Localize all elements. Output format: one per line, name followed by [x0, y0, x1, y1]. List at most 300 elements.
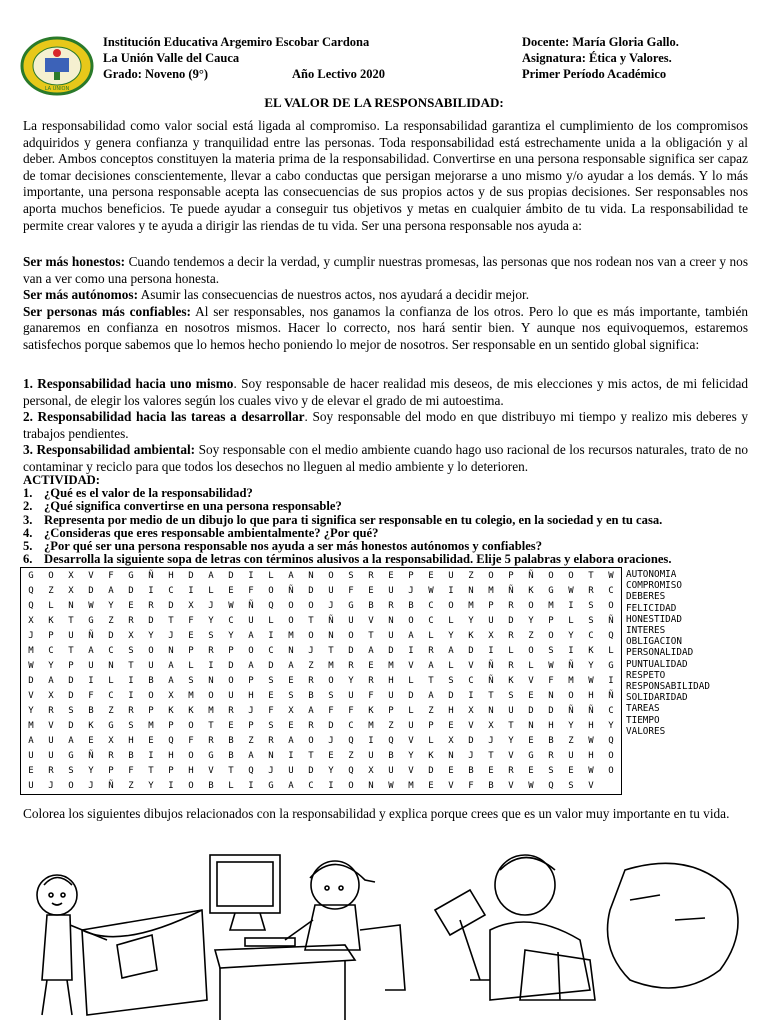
word-search-cell[interactable]: Q: [348, 766, 354, 777]
word-search-cell[interactable]: O: [448, 600, 454, 611]
word-search-cell[interactable]: B: [468, 766, 474, 777]
word-search-cell[interactable]: C: [468, 675, 474, 686]
word-search-cell[interactable]: V: [28, 691, 34, 702]
word-search-cell[interactable]: X: [68, 570, 74, 581]
word-search-cell[interactable]: P: [548, 615, 554, 626]
word-search-cell[interactable]: S: [128, 721, 134, 732]
word-search-cell[interactable]: R: [128, 706, 134, 717]
word-search-cell[interactable]: N: [488, 706, 494, 717]
word-search-cell[interactable]: R: [108, 751, 114, 762]
word-search-cell[interactable]: B: [368, 600, 374, 611]
word-search-cell[interactable]: A: [408, 630, 414, 641]
word-search-cell[interactable]: L: [568, 615, 574, 626]
word-search-cell[interactable]: U: [388, 766, 394, 777]
word-search-cell[interactable]: P: [428, 721, 434, 732]
word-search-cell[interactable]: D: [68, 675, 74, 686]
word-search-cell[interactable]: E: [328, 751, 334, 762]
word-search-cell[interactable]: I: [288, 751, 294, 762]
word-search-cell[interactable]: U: [48, 751, 54, 762]
word-search-cell[interactable]: Y: [448, 630, 454, 641]
word-search-cell[interactable]: J: [308, 645, 314, 656]
word-search-cell[interactable]: E: [568, 766, 574, 777]
word-search-cell[interactable]: I: [248, 570, 254, 581]
word-search-cell[interactable]: V: [408, 736, 414, 747]
word-search-cell[interactable]: I: [408, 645, 414, 656]
word-search-cell[interactable]: I: [268, 630, 274, 641]
word-search-cell[interactable]: V: [368, 615, 374, 626]
word-search-cell[interactable]: P: [228, 645, 234, 656]
word-search-cell[interactable]: Ñ: [488, 660, 494, 671]
word-search-cell[interactable]: H: [188, 766, 194, 777]
word-search-cell[interactable]: P: [248, 675, 254, 686]
word-search-cell[interactable]: Y: [148, 630, 154, 641]
word-search-cell[interactable]: O: [348, 630, 354, 641]
word-search-cell[interactable]: V: [408, 766, 414, 777]
word-search-cell[interactable]: S: [268, 675, 274, 686]
word-search-cell[interactable]: O: [328, 570, 334, 581]
word-search-cell[interactable]: C: [108, 691, 114, 702]
word-search-cell[interactable]: B: [388, 751, 394, 762]
word-search-cell[interactable]: E: [128, 600, 134, 611]
word-search-cell[interactable]: S: [588, 600, 594, 611]
word-search-cell[interactable]: U: [388, 630, 394, 641]
word-search-cell[interactable]: D: [148, 615, 154, 626]
word-search-cell[interactable]: O: [548, 630, 554, 641]
word-search-cell[interactable]: N: [268, 751, 274, 762]
word-search-cell[interactable]: O: [188, 781, 194, 792]
word-search-cell[interactable]: A: [288, 736, 294, 747]
word-search-cell[interactable]: F: [468, 781, 474, 792]
word-search-cell[interactable]: J: [468, 751, 474, 762]
word-search-cell[interactable]: X: [468, 706, 474, 717]
word-search-cell[interactable]: S: [288, 691, 294, 702]
word-search-cell[interactable]: W: [588, 736, 594, 747]
word-search-cell[interactable]: D: [308, 766, 314, 777]
word-search-cell[interactable]: N: [288, 645, 294, 656]
word-search-cell[interactable]: E: [88, 736, 94, 747]
word-search-cell[interactable]: S: [208, 630, 214, 641]
word-search-cell[interactable]: I: [128, 691, 134, 702]
word-search-cell[interactable]: L: [408, 675, 414, 686]
word-search-cell[interactable]: X: [188, 600, 194, 611]
word-search-cell[interactable]: Z: [568, 736, 574, 747]
word-search-cell[interactable]: T: [508, 721, 514, 732]
word-search-cell[interactable]: Z: [128, 781, 134, 792]
word-search-cell[interactable]: T: [308, 751, 314, 762]
word-search-cell[interactable]: R: [368, 570, 374, 581]
word-search-cell[interactable]: A: [248, 660, 254, 671]
word-search-cell[interactable]: Z: [108, 706, 114, 717]
word-search-cell[interactable]: B: [228, 736, 234, 747]
word-search-cell[interactable]: U: [348, 615, 354, 626]
word-search-cell[interactable]: O: [148, 691, 154, 702]
word-search-cell[interactable]: V: [208, 766, 214, 777]
word-search-cell[interactable]: E: [428, 570, 434, 581]
word-search-cell[interactable]: P: [408, 570, 414, 581]
word-search-cell[interactable]: S: [508, 691, 514, 702]
word-search-cell[interactable]: G: [548, 585, 554, 596]
word-search-cell[interactable]: U: [28, 751, 34, 762]
word-search-cell[interactable]: F: [348, 585, 354, 596]
word-search-cell[interactable]: J: [88, 781, 94, 792]
word-search-cell[interactable]: Y: [528, 615, 534, 626]
word-search-cell[interactable]: J: [328, 600, 334, 611]
word-search-cell[interactable]: Ñ: [568, 706, 574, 717]
word-search-cell[interactable]: Y: [588, 660, 594, 671]
word-search-cell[interactable]: U: [348, 691, 354, 702]
word-search-cell[interactable]: J: [488, 736, 494, 747]
word-search-cell[interactable]: L: [408, 706, 414, 717]
word-search-cell[interactable]: L: [108, 675, 114, 686]
word-search-cell[interactable]: P: [188, 645, 194, 656]
word-search-cell[interactable]: Y: [88, 766, 94, 777]
word-search-cell[interactable]: S: [188, 675, 194, 686]
word-search-cell[interactable]: Z: [248, 736, 254, 747]
word-search-cell[interactable]: O: [408, 615, 414, 626]
word-search-cell[interactable]: O: [308, 736, 314, 747]
word-search-cell[interactable]: E: [288, 721, 294, 732]
word-search-cell[interactable]: C: [608, 706, 614, 717]
word-search-cell[interactable]: W: [28, 660, 34, 671]
word-search-cell[interactable]: Ñ: [88, 630, 94, 641]
word-search-cell[interactable]: P: [508, 570, 514, 581]
word-search-cell[interactable]: U: [248, 615, 254, 626]
word-search-cell[interactable]: G: [88, 615, 94, 626]
word-search-cell[interactable]: T: [328, 645, 334, 656]
word-search-cell[interactable]: L: [508, 645, 514, 656]
word-search-cell[interactable]: N: [168, 645, 174, 656]
word-search-cell[interactable]: I: [328, 781, 334, 792]
word-search-cell[interactable]: G: [28, 570, 34, 581]
word-search-cell[interactable]: M: [148, 721, 154, 732]
word-search-cell[interactable]: D: [128, 585, 134, 596]
word-search-cell[interactable]: D: [448, 691, 454, 702]
word-search-cell[interactable]: U: [568, 751, 574, 762]
word-search-cell[interactable]: I: [168, 781, 174, 792]
word-search-cell[interactable]: E: [488, 766, 494, 777]
word-search-cell[interactable]: T: [128, 660, 134, 671]
word-search-cell[interactable]: I: [148, 751, 154, 762]
word-search-cell[interactable]: Ñ: [608, 691, 614, 702]
word-search-cell[interactable]: S: [448, 675, 454, 686]
word-search-cell[interactable]: M: [408, 781, 414, 792]
word-search-cell[interactable]: X: [68, 585, 74, 596]
word-search-cell[interactable]: F: [188, 736, 194, 747]
word-search-cell[interactable]: U: [28, 781, 34, 792]
word-search-cell[interactable]: K: [588, 645, 594, 656]
word-search-cell[interactable]: X: [48, 691, 54, 702]
word-search-cell[interactable]: U: [488, 615, 494, 626]
word-search-cell[interactable]: W: [228, 600, 234, 611]
word-search-cell[interactable]: T: [368, 630, 374, 641]
word-search-cell[interactable]: Ñ: [568, 660, 574, 671]
word-search-cell[interactable]: K: [428, 751, 434, 762]
word-search-cell[interactable]: D: [68, 721, 74, 732]
word-search-cell[interactable]: A: [68, 736, 74, 747]
word-search-cell[interactable]: P: [48, 630, 54, 641]
word-search-cell[interactable]: Y: [328, 766, 334, 777]
word-search-cell[interactable]: H: [448, 706, 454, 717]
word-search-cell[interactable]: O: [528, 645, 534, 656]
word-search-cell[interactable]: K: [188, 706, 194, 717]
word-search-cell[interactable]: R: [348, 660, 354, 671]
word-search-cell[interactable]: M: [288, 630, 294, 641]
word-search-cell[interactable]: E: [228, 585, 234, 596]
word-search-cell[interactable]: A: [28, 736, 34, 747]
word-search-cell[interactable]: O: [208, 691, 214, 702]
word-search-cell[interactable]: I: [468, 691, 474, 702]
word-search-cell[interactable]: N: [548, 691, 554, 702]
word-search-cell[interactable]: A: [288, 570, 294, 581]
word-search-cell[interactable]: P: [168, 721, 174, 732]
word-search-cell[interactable]: W: [528, 781, 534, 792]
word-search-cell[interactable]: R: [308, 675, 314, 686]
word-search-cell[interactable]: I: [208, 660, 214, 671]
word-search-cell[interactable]: E: [228, 721, 234, 732]
word-search-cell[interactable]: C: [108, 645, 114, 656]
word-search-cell[interactable]: O: [488, 570, 494, 581]
word-search-cell[interactable]: A: [248, 751, 254, 762]
word-search-cell[interactable]: R: [508, 600, 514, 611]
word-search-cell[interactable]: Y: [568, 721, 574, 732]
word-search-cell[interactable]: M: [188, 691, 194, 702]
word-search-cell[interactable]: E: [448, 721, 454, 732]
word-search-cell[interactable]: G: [528, 751, 534, 762]
word-search-cell[interactable]: I: [568, 600, 574, 611]
word-search-cell[interactable]: P: [148, 706, 154, 717]
word-search-cell[interactable]: M: [568, 675, 574, 686]
word-search-cell[interactable]: Ñ: [608, 615, 614, 626]
word-search-cell[interactable]: Z: [308, 660, 314, 671]
word-search-cell[interactable]: D: [308, 585, 314, 596]
word-search-cell[interactable]: L: [428, 630, 434, 641]
word-search-cell[interactable]: T: [588, 570, 594, 581]
word-search-cell[interactable]: C: [48, 645, 54, 656]
word-search-cell[interactable]: G: [608, 660, 614, 671]
word-search-cell[interactable]: Y: [108, 600, 114, 611]
word-search-cell[interactable]: F: [548, 675, 554, 686]
word-search-cell[interactable]: L: [428, 736, 434, 747]
word-search-cell[interactable]: Ñ: [328, 615, 334, 626]
word-search-cell[interactable]: B: [228, 751, 234, 762]
word-search-cell[interactable]: S: [548, 766, 554, 777]
word-search-cell[interactable]: U: [328, 585, 334, 596]
word-search-cell[interactable]: Ñ: [508, 585, 514, 596]
word-search-cell[interactable]: D: [348, 645, 354, 656]
word-search-cell[interactable]: Ñ: [288, 585, 294, 596]
word-search-cell[interactable]: E: [428, 781, 434, 792]
word-search-cell[interactable]: Q: [388, 736, 394, 747]
word-search-cell[interactable]: D: [528, 706, 534, 717]
word-search-cell[interactable]: Z: [348, 751, 354, 762]
word-search-cell[interactable]: S: [128, 645, 134, 656]
word-search-cell[interactable]: C: [308, 781, 314, 792]
word-search-cell[interactable]: O: [348, 781, 354, 792]
word-search-cell[interactable]: R: [548, 751, 554, 762]
word-search-cell[interactable]: I: [128, 675, 134, 686]
word-search-cell[interactable]: W: [588, 675, 594, 686]
word-search-cell[interactable]: Y: [608, 721, 614, 732]
word-search-cell[interactable]: U: [408, 721, 414, 732]
word-search-cell[interactable]: E: [448, 766, 454, 777]
word-search-cell[interactable]: D: [228, 660, 234, 671]
word-search-cell[interactable]: Z: [528, 630, 534, 641]
word-search-cell[interactable]: B: [408, 600, 414, 611]
word-search-cell[interactable]: O: [328, 675, 334, 686]
word-search-cell[interactable]: K: [528, 585, 534, 596]
word-search-cell[interactable]: I: [368, 736, 374, 747]
word-search-cell[interactable]: Z: [428, 706, 434, 717]
word-search-cell[interactable]: Y: [348, 675, 354, 686]
word-search-cell[interactable]: B: [208, 781, 214, 792]
word-search-cell[interactable]: L: [448, 615, 454, 626]
word-search-cell[interactable]: V: [448, 781, 454, 792]
word-search-cell[interactable]: Y: [408, 751, 414, 762]
word-search-cell[interactable]: W: [548, 660, 554, 671]
word-search-cell[interactable]: M: [468, 600, 474, 611]
word-search-cell[interactable]: H: [588, 691, 594, 702]
word-search-cell[interactable]: D: [188, 570, 194, 581]
word-search-cell[interactable]: U: [88, 660, 94, 671]
word-search-cell[interactable]: J: [248, 706, 254, 717]
word-search-cell[interactable]: D: [388, 645, 394, 656]
word-search-cell[interactable]: A: [308, 706, 314, 717]
word-search-cell[interactable]: F: [368, 691, 374, 702]
word-search-cell[interactable]: C: [268, 645, 274, 656]
word-search-cell[interactable]: M: [208, 706, 214, 717]
word-search-cell[interactable]: U: [228, 691, 234, 702]
word-search-cell[interactable]: W: [588, 766, 594, 777]
word-search-cell[interactable]: O: [548, 570, 554, 581]
word-search-cell[interactable]: K: [48, 615, 54, 626]
word-search-cell[interactable]: L: [228, 781, 234, 792]
word-search-cell[interactable]: T: [228, 766, 234, 777]
word-search-cell[interactable]: C: [348, 721, 354, 732]
word-search-cell[interactable]: V: [468, 660, 474, 671]
word-search-cell[interactable]: M: [548, 600, 554, 611]
word-search-cell[interactable]: U: [388, 585, 394, 596]
word-search-cell[interactable]: D: [28, 675, 34, 686]
word-search-cell[interactable]: O: [568, 691, 574, 702]
word-search-cell[interactable]: K: [88, 721, 94, 732]
word-search-cell[interactable]: Q: [548, 781, 554, 792]
word-search-cell[interactable]: I: [148, 585, 154, 596]
word-search-cell[interactable]: R: [508, 630, 514, 641]
word-search-cell[interactable]: P: [388, 706, 394, 717]
word-search-cell[interactable]: H: [588, 721, 594, 732]
word-search-cell[interactable]: J: [168, 630, 174, 641]
word-search-cell[interactable]: O: [48, 570, 54, 581]
word-search-cell[interactable]: A: [428, 691, 434, 702]
word-search-cell[interactable]: T: [168, 615, 174, 626]
word-search-cell[interactable]: C: [608, 585, 614, 596]
word-search-cell[interactable]: Ñ: [588, 706, 594, 717]
word-search-cell[interactable]: Q: [168, 736, 174, 747]
word-search-cell[interactable]: E: [28, 766, 34, 777]
word-search-cell[interactable]: I: [568, 645, 574, 656]
word-search-cell[interactable]: D: [108, 630, 114, 641]
word-search-cell[interactable]: D: [508, 615, 514, 626]
word-search-cell[interactable]: Z: [108, 615, 114, 626]
word-search-cell[interactable]: R: [308, 721, 314, 732]
word-search-cell[interactable]: T: [488, 691, 494, 702]
word-search-cell[interactable]: O: [188, 751, 194, 762]
word-search-cell[interactable]: I: [88, 675, 94, 686]
word-search-cell[interactable]: Y: [508, 736, 514, 747]
word-search-cell[interactable]: V: [588, 781, 594, 792]
word-search-cell[interactable]: D: [68, 691, 74, 702]
word-search-cell[interactable]: M: [488, 585, 494, 596]
word-search-cell[interactable]: B: [308, 691, 314, 702]
word-search-cell[interactable]: E: [148, 736, 154, 747]
word-search-cell[interactable]: S: [548, 645, 554, 656]
word-search-cell[interactable]: R: [228, 706, 234, 717]
word-search-cell[interactable]: U: [508, 706, 514, 717]
word-search-cell[interactable]: N: [528, 721, 534, 732]
word-search-cell[interactable]: N: [468, 585, 474, 596]
word-search-cell[interactable]: Y: [28, 706, 34, 717]
word-search-cell[interactable]: A: [48, 675, 54, 686]
word-search-cell[interactable]: B: [88, 706, 94, 717]
word-search-cell[interactable]: Ñ: [88, 751, 94, 762]
word-search-cell[interactable]: Ñ: [528, 570, 534, 581]
word-search-cell[interactable]: X: [28, 615, 34, 626]
word-search-cell[interactable]: V: [48, 721, 54, 732]
word-search-cell[interactable]: E: [268, 691, 274, 702]
word-search-cell[interactable]: H: [548, 721, 554, 732]
word-search-cell[interactable]: A: [88, 645, 94, 656]
word-search-cell[interactable]: X: [108, 736, 114, 747]
word-search-cell[interactable]: Q: [348, 736, 354, 747]
word-search-cell[interactable]: U: [68, 630, 74, 641]
word-search-cell[interactable]: V: [508, 751, 514, 762]
word-search-cell[interactable]: O: [308, 600, 314, 611]
word-search-cell[interactable]: O: [268, 585, 274, 596]
word-search-cell[interactable]: A: [288, 660, 294, 671]
word-search-cell[interactable]: Q: [28, 585, 34, 596]
word-search-cell[interactable]: A: [288, 781, 294, 792]
word-search-cell[interactable]: K: [168, 706, 174, 717]
word-search-cell[interactable]: P: [488, 600, 494, 611]
word-search-cell[interactable]: U: [448, 570, 454, 581]
word-search-cell[interactable]: E: [528, 691, 534, 702]
word-search-cell[interactable]: C: [588, 630, 594, 641]
word-search-cell[interactable]: R: [508, 660, 514, 671]
word-search-cell[interactable]: M: [28, 721, 34, 732]
word-search-cell[interactable]: V: [408, 660, 414, 671]
word-search-cell[interactable]: B: [548, 736, 554, 747]
word-search-cell[interactable]: P: [168, 766, 174, 777]
word-search-cell[interactable]: O: [608, 766, 614, 777]
word-search-cell[interactable]: R: [368, 675, 374, 686]
word-search-cell[interactable]: T: [148, 766, 154, 777]
word-search-cell[interactable]: D: [88, 585, 94, 596]
word-search-cell[interactable]: T: [68, 615, 74, 626]
word-search-cell[interactable]: A: [428, 660, 434, 671]
word-search-cell[interactable]: Q: [608, 736, 614, 747]
word-search-cell[interactable]: C: [428, 615, 434, 626]
word-search-cell[interactable]: L: [268, 570, 274, 581]
word-search-cell[interactable]: S: [348, 570, 354, 581]
word-search-cell[interactable]: Ñ: [248, 600, 254, 611]
word-search-cell[interactable]: G: [128, 570, 134, 581]
word-search-cell[interactable]: M: [388, 660, 394, 671]
word-search-cell[interactable]: F: [188, 615, 194, 626]
word-search-cell[interactable]: Z: [388, 721, 394, 732]
word-search-cell[interactable]: D: [468, 736, 474, 747]
word-search-cell[interactable]: S: [68, 706, 74, 717]
word-search-cell[interactable]: L: [608, 645, 614, 656]
